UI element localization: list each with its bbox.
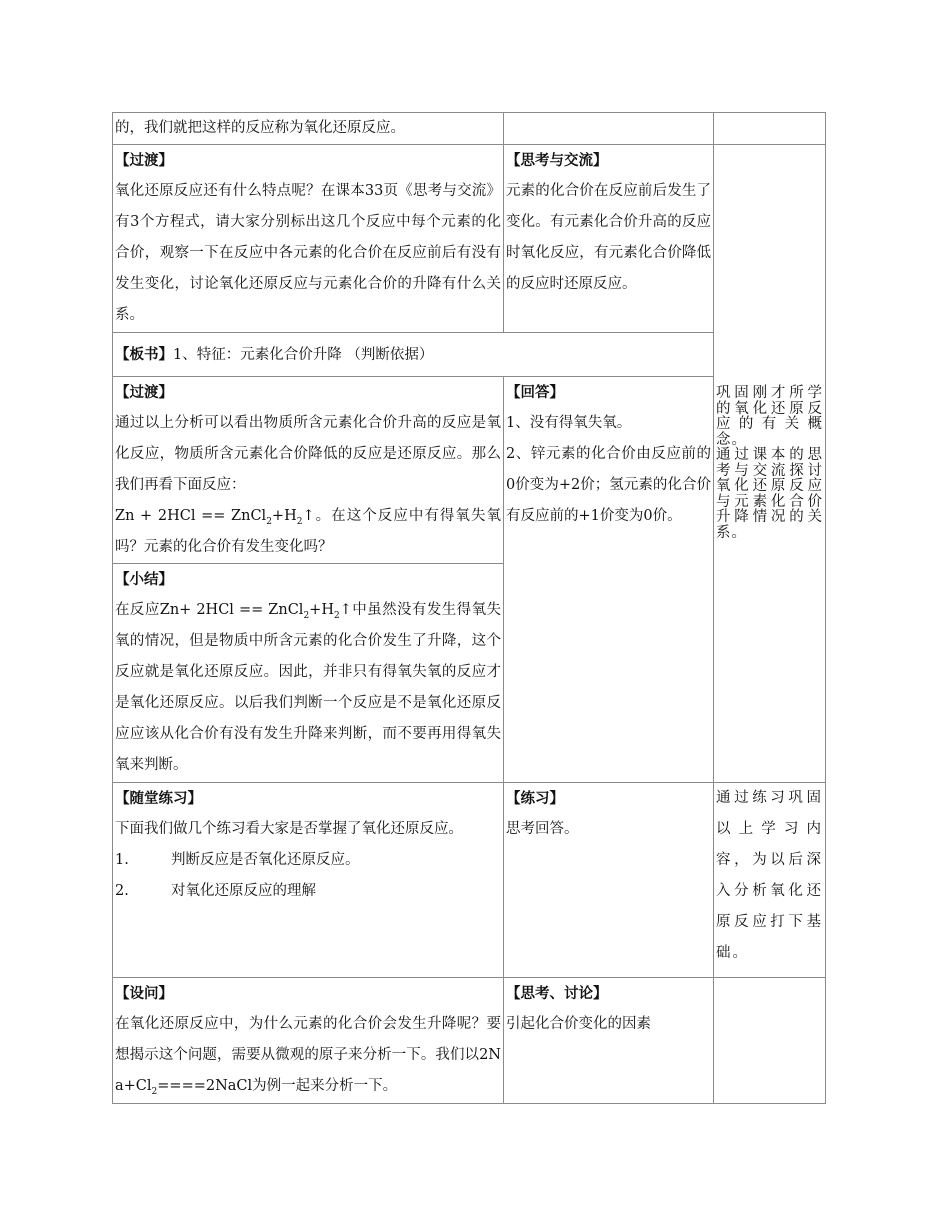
section-heading: 【过渡】 xyxy=(115,384,173,401)
equation-part: ↑。在这个反应中有得氧失氧吗？元素的化合价有发生变化吗？ xyxy=(115,508,501,555)
section-heading: 【思考、讨论】 xyxy=(506,985,608,1002)
teacher-text: 下面我们做几个练习看大家是否掌握了氧化还原反应。 xyxy=(115,821,463,837)
teacher-text: 氧化还原反应还有什么特点呢？在课本33页《思考与交流》有3个方程式，请大家分别标出这几个反应中每个元素的化合价，观察一下在反应中各元素的化合价在反应前后有没有发生变化，讨论氧化还原反应与元素化合价的升降有什么关系。 xyxy=(115,183,501,323)
board-text: 1、特征：元素化合价升降 （判断依据） xyxy=(173,346,434,363)
text-part: 在氧化还原反应中，为什么元素的化合价会发生升降呢？要想揭示这个问题，需要从微观的原子来分析一下。我们以2Na+Cl xyxy=(115,1016,501,1094)
list-item xyxy=(115,845,501,876)
subscript: 2 xyxy=(266,516,272,527)
text-part: 在反应Zn+ 2HCl == ZnCl xyxy=(115,602,304,618)
teacher-cell-summary xyxy=(113,564,504,783)
section-heading: 【板书】 xyxy=(115,345,173,363)
section-heading: 【回答】 xyxy=(506,384,564,401)
student-cell-question xyxy=(504,978,714,1104)
teacher-text: 的，我们就把这样的反应称为氧化还原反应。 xyxy=(115,120,405,136)
row-top xyxy=(113,113,826,145)
intent-cell-merged xyxy=(714,145,826,783)
student-cell-practice xyxy=(504,783,714,978)
subscript: 2 xyxy=(296,516,303,527)
section-heading: 【过渡】 xyxy=(115,152,173,169)
section-heading: 【设问】 xyxy=(115,985,173,1002)
subscript: 2 xyxy=(151,1086,158,1097)
list-item xyxy=(115,876,501,907)
student-text: 1、没有得氧失氧。 xyxy=(506,415,632,431)
text-part: ↑中虽然没有发生得氧失氧的情况，但是物质中所含元素的化合价发生了升降，这个反应就是氧化还原反应。因此，并非只有得氧失氧的反应才是氧化还原反应。以后我们判断一个反应是不是氧化还原反应应该从化合价有没有发生升降来判断，而不要再用得氧失氧来判断。 xyxy=(115,602,502,773)
teacher-text xyxy=(115,1009,501,1102)
teacher-cell-transition-2 xyxy=(113,377,504,564)
board-cell xyxy=(113,333,714,377)
list-number: 2. xyxy=(115,883,129,899)
text-part: +H xyxy=(309,602,334,618)
student-text: 思考回答。 xyxy=(506,821,579,837)
list-text: 对氧化还原反应的理解 xyxy=(171,883,316,899)
intent-text-2: 通过课本的思考与交流探讨氧化还原反应与元素化合价升降情况的关系。 xyxy=(716,447,823,541)
teacher-cell-question xyxy=(113,978,504,1104)
intent-text: 通过练习巩固以上学习内容，为以后深入分析氧化还原反应打下基础。 xyxy=(716,790,823,961)
intent-cell-question xyxy=(714,978,826,1104)
row-question xyxy=(113,978,826,1104)
equation-part: Zn + 2HCl == ZnCl xyxy=(115,508,267,524)
teacher-cell-practice xyxy=(113,783,504,978)
teacher-cell-top xyxy=(113,113,504,145)
student-text: 元素的化合价在反应前后发生了变化。有元素化合价升高的反应时氧化反应，有元素化合价降低的反应时还原反应。 xyxy=(506,183,711,292)
student-cell-answer xyxy=(504,377,714,783)
student-text: 引起化合价变化的因素 xyxy=(506,1016,651,1032)
teacher-text xyxy=(115,595,501,781)
equation-part: +H xyxy=(271,508,297,524)
section-heading: 【思考与交流】 xyxy=(506,152,608,169)
teacher-cell-transition-1 xyxy=(113,145,504,333)
row-transition-1 xyxy=(113,145,826,333)
list-number: 1. xyxy=(115,852,129,868)
equation-text xyxy=(115,501,501,563)
text-part: ====2NaCl为例一起来分析一下。 xyxy=(157,1078,398,1094)
lesson-plan-table xyxy=(112,112,826,1104)
section-heading: 【练习】 xyxy=(506,790,564,807)
student-text: 2、锌元素的化合价由反应前的0价变为+2价；氢元素的化合价有反应前的+1价变为0价。 xyxy=(506,446,711,524)
intent-text-1: 巩固刚才所学的氧化还原反应的有关概念。 xyxy=(716,385,823,448)
section-heading: 【小结】 xyxy=(115,571,173,588)
subscript: 2 xyxy=(303,610,310,621)
intent-cell-top xyxy=(714,113,826,145)
teacher-text: 通过以上分析可以看出物质所含元素化合价升高的反应是氧化反应，物质所含元素化合价降低的反应是还原反应。那么我们再看下面反应： xyxy=(115,415,501,493)
student-cell-transition-1 xyxy=(504,145,714,333)
section-heading: 【随堂练习】 xyxy=(115,790,202,807)
row-practice xyxy=(113,783,826,978)
list-text: 判断反应是否氧化还原反应。 xyxy=(171,852,360,868)
student-cell-top xyxy=(504,113,714,145)
intent-cell-practice xyxy=(714,783,826,978)
subscript: 2 xyxy=(333,610,340,621)
